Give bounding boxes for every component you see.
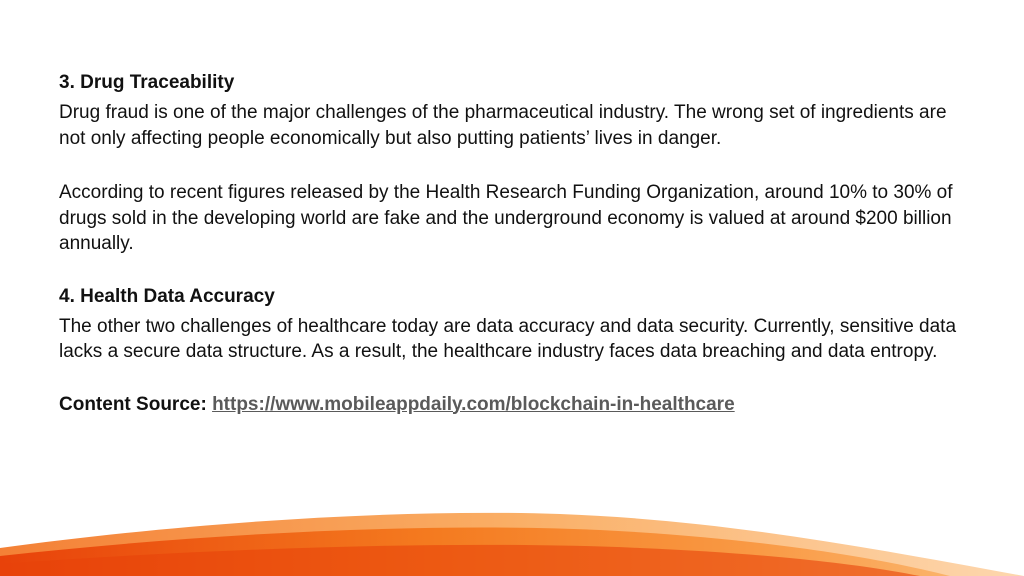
paragraph-data-challenges: The other two challenges of healthcare today are data accuracy and data security. Currently, sensitive data lacks a secure data structure. As a result, the healthcare industry faces data breaching and data entropy. (59, 315, 957, 362)
spacer (59, 151, 959, 180)
decorative-orange-wave (0, 486, 1024, 576)
paragraph-drug-fraud: Drug fraud is one of the major challenges of the pharmaceutical industry. The wrong set of ingredients are not only affecting people economically but also putting patients’ lives in danger. (59, 102, 947, 149)
content-source-label: Content Source: (59, 393, 207, 415)
slide-content (59, 70, 959, 418)
content-source-link[interactable]: https://www.mobileappdaily.com/blockchain-in-healthcare (212, 393, 735, 415)
content-source-line (59, 392, 959, 418)
paragraph-recent-figures: According to recent figures released by the Health Research Funding Organization, around 10% to 30% of drugs sold in the developing world are fake and the underground economy is valued at around $200 billion annually. (59, 182, 953, 254)
spacer (59, 365, 959, 392)
spacer (59, 257, 959, 284)
section-heading-health-data-accuracy: 4. Health Data Accuracy (59, 285, 275, 307)
section-heading-drug-traceability: 3. Drug Traceability (59, 72, 235, 93)
